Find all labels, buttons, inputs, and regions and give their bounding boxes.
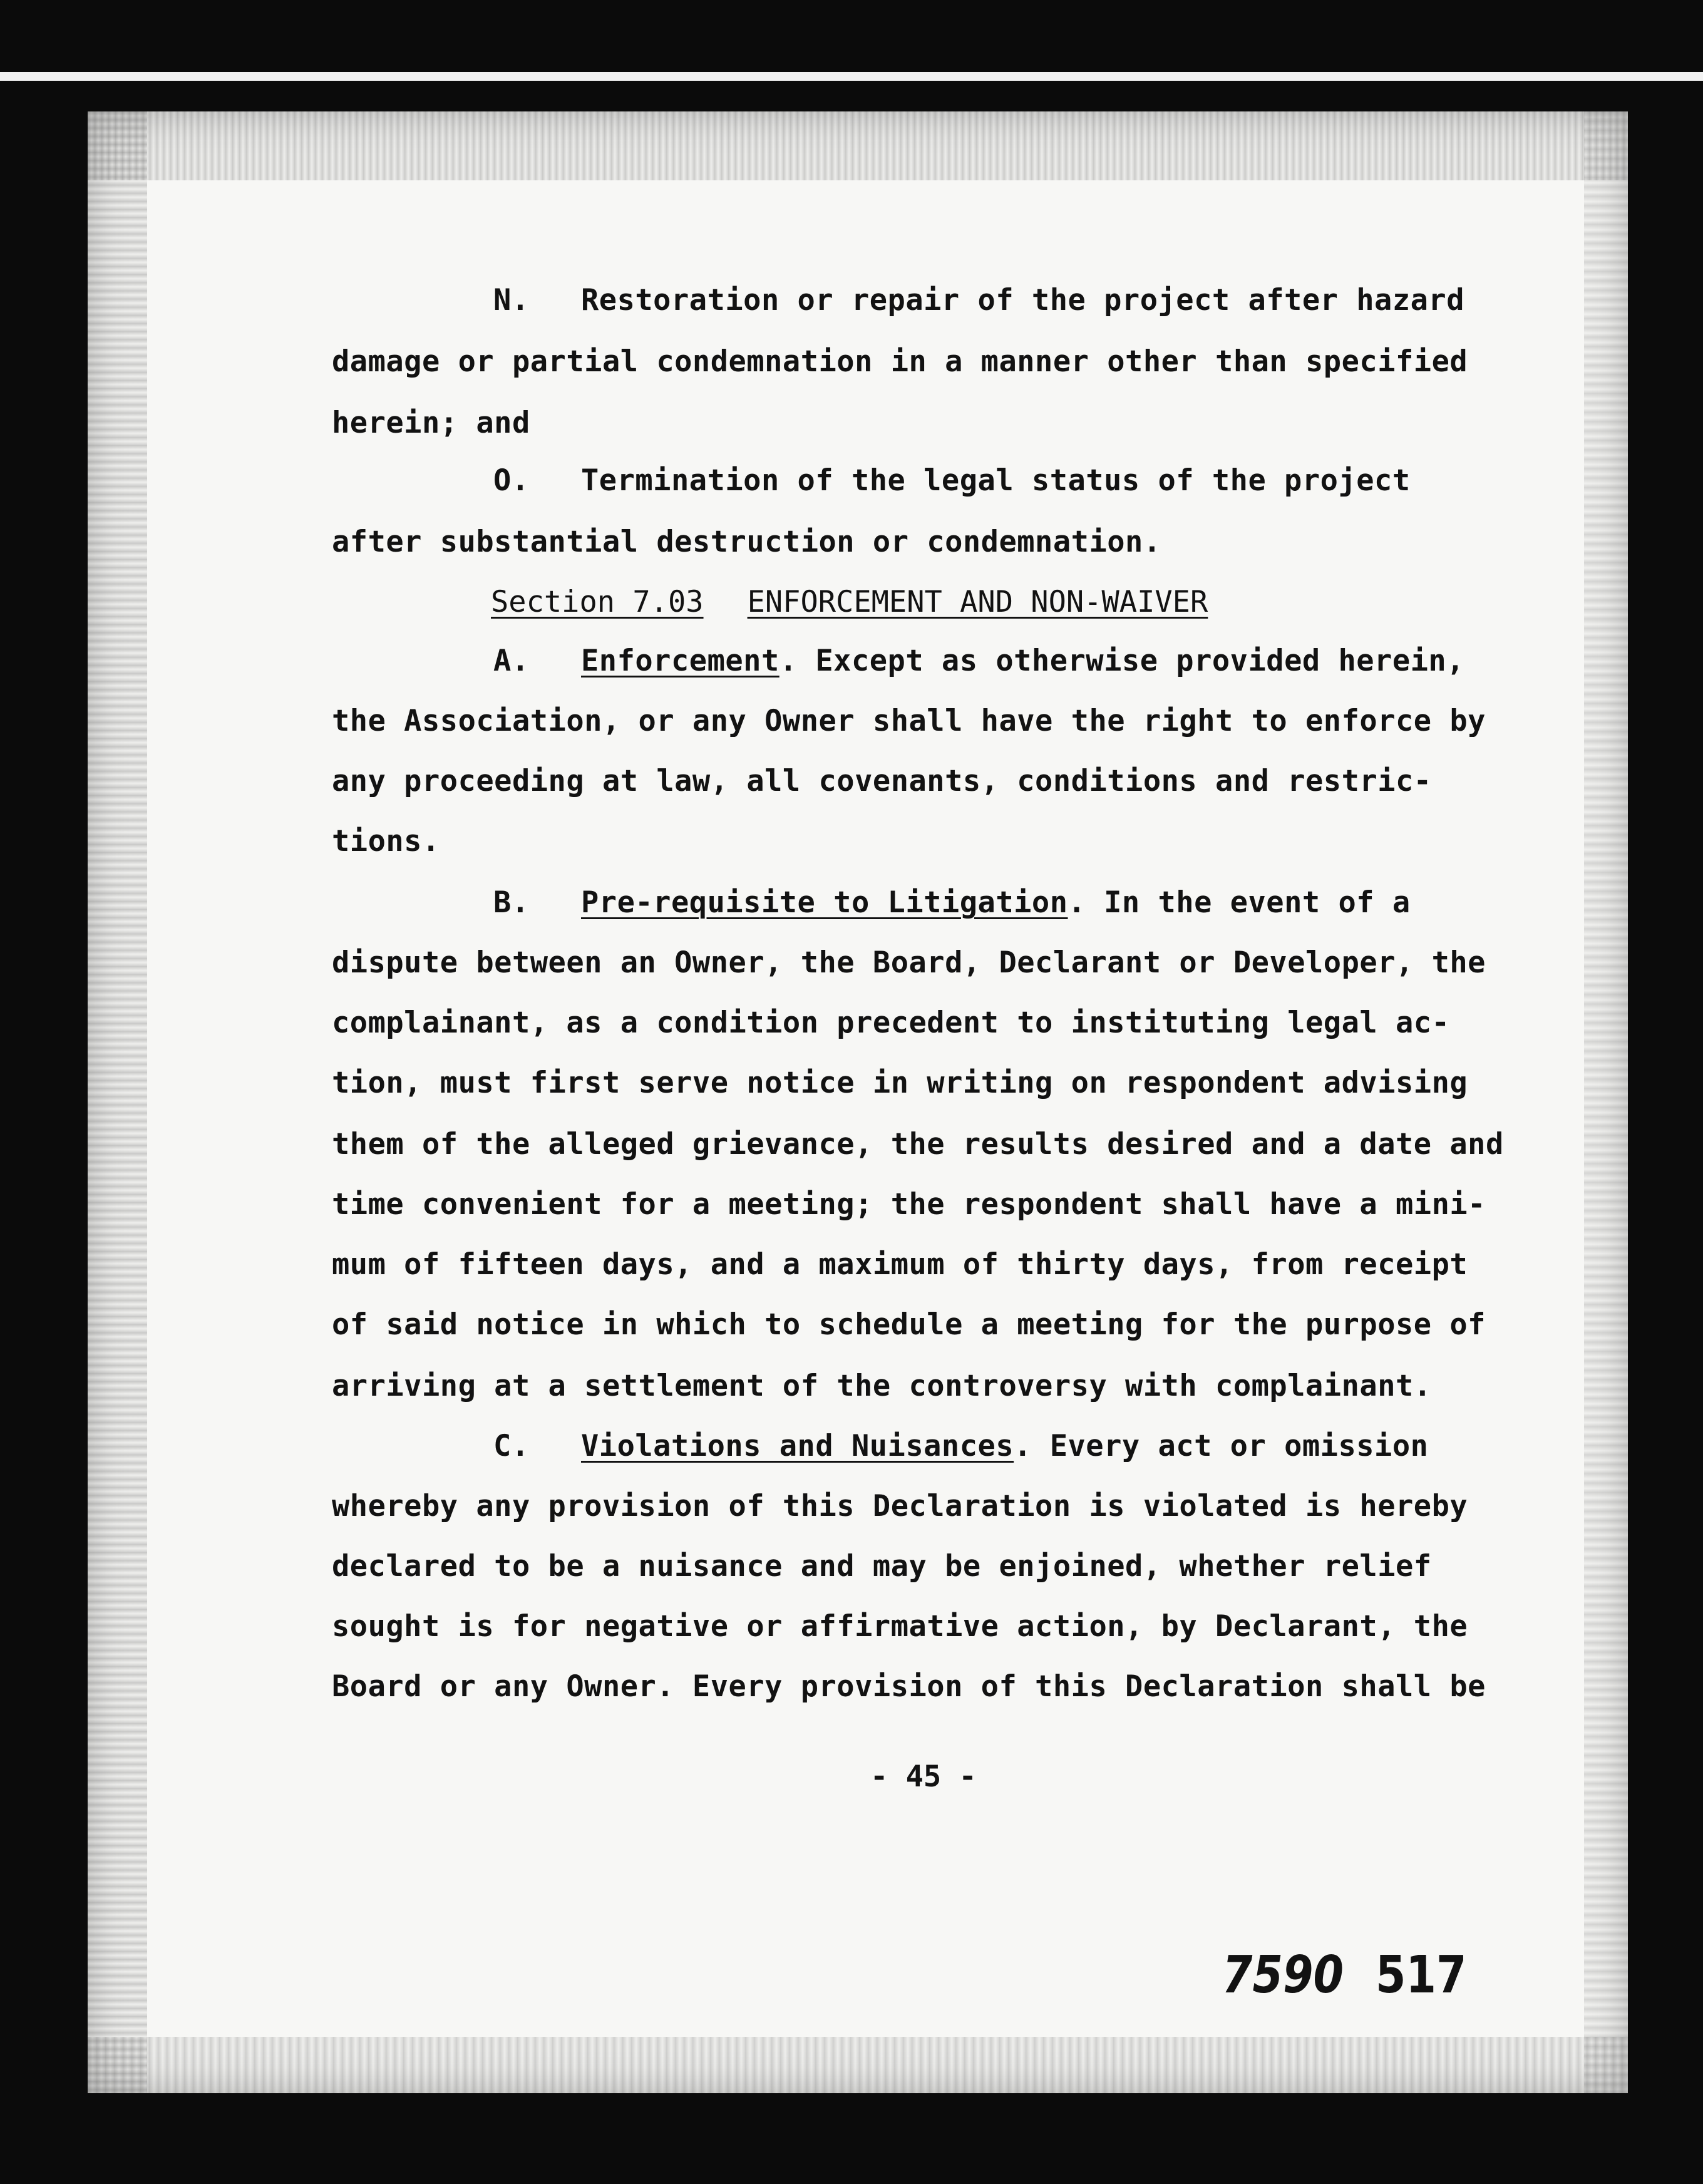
stamp-book-number: 7590 bbox=[1222, 1945, 1344, 2005]
paragraph-c-line-1 bbox=[493, 1428, 1428, 1465]
paragraph-c-line-5: Board or any Owner. Every provision of this Declaration shall be bbox=[332, 1669, 1486, 1704]
paragraph-o-line-2: after substantial destruction or condemnation. bbox=[332, 525, 1161, 559]
paragraph-c-line-4: sought is for negative or affirmative action, by Declarant, the bbox=[332, 1609, 1468, 1644]
scan-noise-left bbox=[88, 111, 147, 2093]
scan-noise-bottom bbox=[88, 2037, 1628, 2093]
paragraph-c-line-3: declared to be a nuisance and may be enjoined, whether relief bbox=[332, 1549, 1432, 1584]
paragraph-b-line-3: complainant, as a condition precedent to instituting legal ac- bbox=[332, 1006, 1450, 1040]
paragraph-c-heading: Violations and Nuisances bbox=[581, 1429, 1014, 1463]
paragraph-n-line-1 bbox=[493, 282, 1464, 319]
document-page bbox=[88, 111, 1628, 2093]
paragraph-b-marker: B. bbox=[493, 885, 530, 920]
paragraph-c-first-line-rest: . Every act or omission bbox=[1014, 1429, 1429, 1463]
paragraph-b-line-8: of said notice in which to schedule a meeting for the purpose of bbox=[332, 1307, 1486, 1342]
paragraph-b-line-6: time convenient for a meeting; the respondent shall have a mini- bbox=[332, 1187, 1486, 1222]
paragraph-b-heading: Pre-requisite to Litigation bbox=[581, 885, 1068, 920]
paragraph-o-line-1 bbox=[493, 462, 1411, 500]
paragraph-c-marker: C. bbox=[493, 1429, 530, 1463]
paragraph-a-heading: Enforcement bbox=[581, 644, 779, 678]
page-number: - 45 - bbox=[870, 1759, 977, 1794]
paragraph-b-line-1 bbox=[493, 884, 1411, 922]
paragraph-b-line-7: mum of fifteen days, and a maximum of thirty days, from receipt bbox=[332, 1247, 1468, 1282]
section-number: Section 7.03 bbox=[491, 585, 704, 619]
paragraph-b-line-4: tion, must first serve notice in writing on respondent advising bbox=[332, 1066, 1468, 1100]
paragraph-a-line-3: any proceeding at law, all covenants, conditions and restric- bbox=[332, 764, 1432, 798]
stamp-page-number: 517 bbox=[1375, 1945, 1467, 2005]
paragraph-a-line-4: tions. bbox=[332, 824, 440, 858]
scan-noise-right bbox=[1584, 111, 1628, 2093]
paragraph-a-marker: A. bbox=[493, 644, 530, 678]
paragraph-o-text: Termination of the legal status of the project bbox=[581, 463, 1411, 498]
scan-top-strip bbox=[0, 72, 1703, 81]
paragraph-a-line-2: the Association, or any Owner shall have the right to enforce by bbox=[332, 704, 1486, 738]
paragraph-b-line-9: arriving at a settlement of the controversy with complainant. bbox=[332, 1369, 1432, 1403]
paragraph-a-line-1 bbox=[493, 642, 1464, 680]
paragraph-n-marker: N. bbox=[493, 283, 530, 317]
paragraph-a-first-line-rest: . Except as otherwise provided herein, bbox=[779, 644, 1465, 678]
paragraph-b-line-5: them of the alleged grievance, the results desired and a date and bbox=[332, 1127, 1504, 1162]
scan-noise-top bbox=[88, 111, 1628, 180]
paragraph-n-text: Restoration or repair of the project after hazard bbox=[581, 283, 1465, 317]
paragraph-n-line-3: herein; and bbox=[332, 406, 530, 440]
paragraph-c-line-2: whereby any provision of this Declaration is violated is hereby bbox=[332, 1489, 1468, 1523]
section-title: ENFORCEMENT AND NON-WAIVER bbox=[747, 585, 1208, 619]
paragraph-b-line-2: dispute between an Owner, the Board, Declarant or Developer, the bbox=[332, 945, 1486, 980]
recording-stamp bbox=[1222, 1944, 1466, 2007]
paragraph-o-marker: O. bbox=[493, 463, 530, 498]
paragraph-b-first-line-rest: . In the event of a bbox=[1068, 885, 1411, 920]
section-heading bbox=[491, 584, 1208, 621]
paragraph-n-line-2: damage or partial condemnation in a manner other than specified bbox=[332, 344, 1468, 379]
